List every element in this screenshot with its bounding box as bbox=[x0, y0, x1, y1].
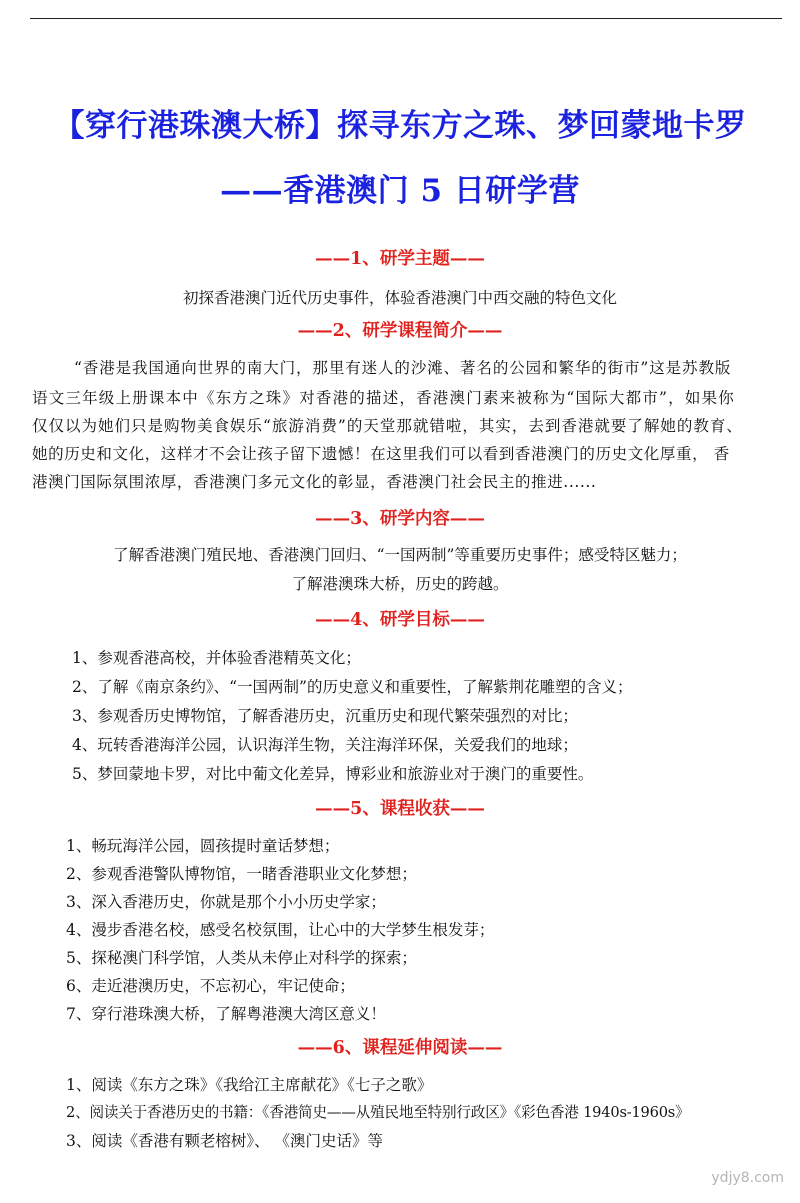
top-rule bbox=[30, 18, 782, 19]
gain-item: 1、畅玩海洋公园，圆孩提时童话梦想； bbox=[66, 837, 340, 855]
section-heading-reading: ——6、课程延伸阅读—— bbox=[297, 1038, 503, 1058]
theme-text: 初探香港澳门近代历史事件，体验香港澳门中西交融的特色文化 bbox=[182, 289, 617, 307]
section-heading-content: ——3、研学内容—— bbox=[315, 509, 485, 529]
goal-item: 1、参观香港高校，并体验香港精英文化； bbox=[72, 649, 361, 667]
intro-line: “香港是我国通向世界的南大门，那里有迷人的沙滩、著名的公园和繁华的街市”这是苏教版 bbox=[74, 359, 732, 377]
goal-item: 3、参观香历史博物馆，了解香港历史，沉重历史和现代繁荣强烈的对比； bbox=[72, 707, 578, 725]
gain-item: 4、漫步香港名校，感受名校氛围，让心中的大学梦生根发芽； bbox=[66, 921, 495, 939]
reading-item: 1、阅读《东方之珠》《我给江主席献花》《七子之歌》 bbox=[66, 1076, 433, 1094]
intro-line: 语文三年级上册课本中《东方之珠》对香港的描述，香港澳门素来被称为“国际大都市”，如果你 bbox=[32, 389, 735, 407]
gain-item: 5、探秘澳门科学馆，人类从未停止对科学的探索； bbox=[66, 949, 417, 967]
gain-item: 3、深入香港历史，你就是那个小小历史学家； bbox=[66, 893, 386, 911]
section-heading-intro: ——2、研学课程简介—— bbox=[297, 321, 503, 341]
intro-line: 仅仅以为她们只是购物美食娱乐“旅游消费”的天堂那就错啦，其实，去到香港就要了解她的教育、 bbox=[32, 417, 743, 435]
gain-item: 2、参观香港警队博物馆，一睹香港职业文化梦想； bbox=[66, 865, 417, 883]
page-title: 【穿行港珠澳大桥】探寻东方之珠、梦回蒙地卡罗 bbox=[53, 108, 747, 144]
reading-item: 2、阅读关于香港历史的书籍：《香港简史——从殖民地至特别行政区》《彩色香港 1940s-1960s》 bbox=[66, 1104, 690, 1121]
content-line: 了解港澳珠大桥，历史的跨越。 bbox=[291, 575, 509, 593]
intro-line: 港澳门国际氛围浓厚，香港澳门多元文化的彰显，香港澳门社会民主的推进...... bbox=[32, 473, 597, 491]
page-subtitle: ——香港澳门 5 日研学营 bbox=[220, 173, 580, 209]
gain-item: 7、穿行港珠澳大桥，了解粤港澳大湾区意义！ bbox=[66, 1005, 386, 1023]
section-heading-goals: ——4、研学目标—— bbox=[315, 610, 485, 630]
content-line: 了解香港澳门殖民地、香港澳门回归、“一国两制”等重要历史事件；感受特区魅力； bbox=[113, 546, 687, 564]
section-heading-gains: ——5、课程收获—— bbox=[315, 799, 485, 819]
reading-item: 3、阅读《香港有颗老榕树》、 《澳门史话》等 bbox=[66, 1132, 384, 1150]
goal-item: 4、玩转香港海洋公园，认识海洋生物，关注海洋环保，关爱我们的地球； bbox=[72, 736, 578, 754]
goal-item: 2、了解《南京条约》、“一国两制”的历史意义和重要性，了解紫荆花雕塑的含义； bbox=[72, 678, 633, 696]
goal-item: 5、梦回蒙地卡罗，对比中葡文化差异，博彩业和旅游业对于澳门的重要性。 bbox=[72, 765, 594, 783]
section-heading-theme: ——1、研学主题—— bbox=[315, 249, 485, 269]
gain-item: 6、走近港澳历史，不忘初心，牢记使命； bbox=[66, 977, 355, 995]
intro-line: 她的历史和文化，这样才不会让孩子留下遗憾！在这里我们可以看到香港澳门的历史文化厚重， 香 bbox=[32, 445, 730, 463]
watermark: ydjy8.com bbox=[711, 1170, 784, 1186]
